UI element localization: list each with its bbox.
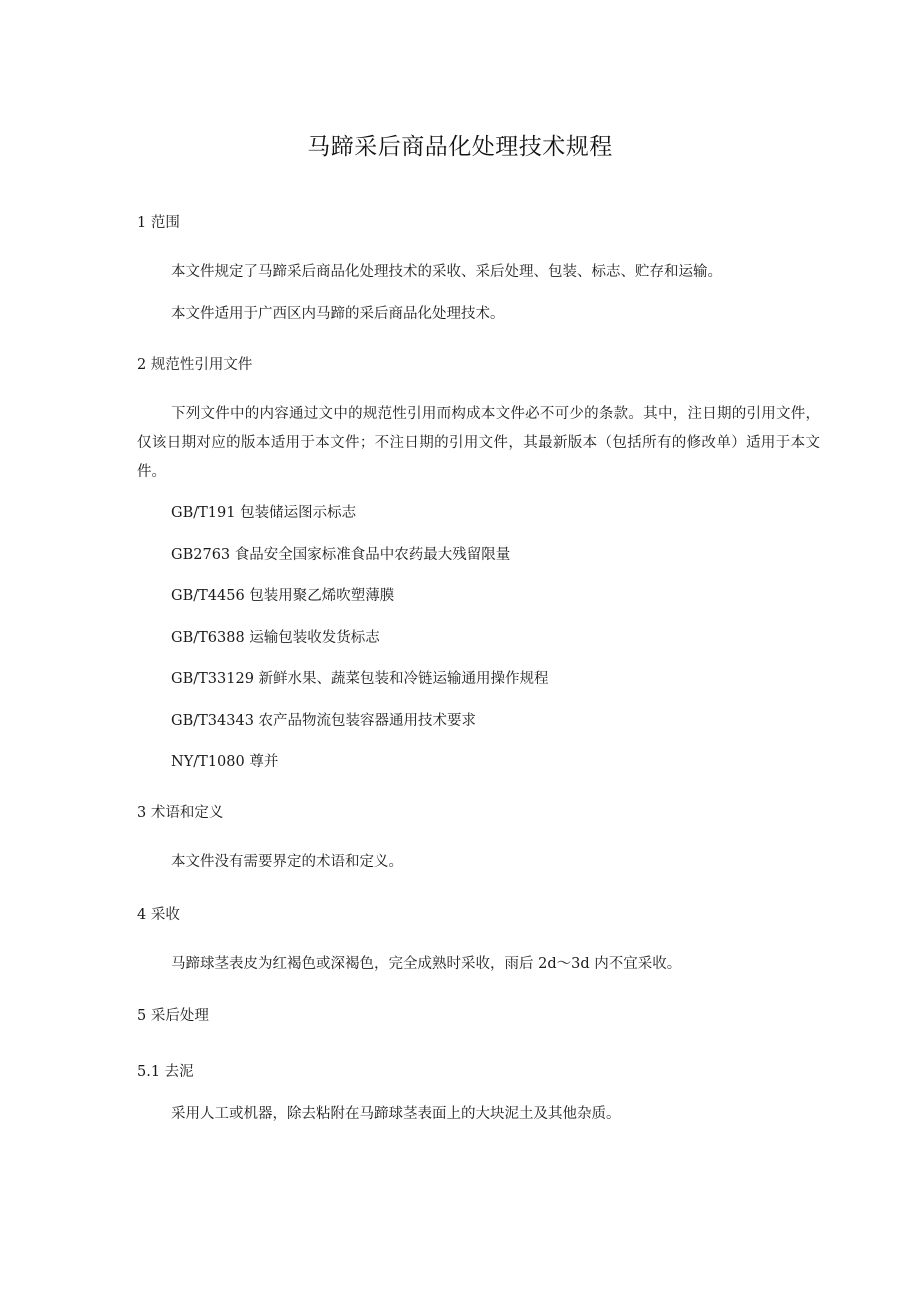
section-4-paragraph-1: 马蹄球茎表皮为红褐色或深褐色，完全成熟时采收，雨后 2d～3d 内不宜采收。 [171,956,682,972]
section-3-paragraph-1: 本文件没有需要界定的术语和定义。 [171,854,403,870]
reference-item: GB/T33129 新鲜水果、蔬菜包装和冷链运输通用操作规程 [171,671,549,687]
section-1-paragraph-1: 本文件规定了马蹄采后商品化处理技术的采收、采后处理、包装、标志、贮存和运输。 [171,264,722,280]
section-5-heading: 5 采后处理 [137,1008,209,1024]
section-3-heading: 3 术语和定义 [137,805,224,821]
section-1-heading: 1 范围 [137,215,180,231]
section-1-paragraph-2: 本文件适用于广西区内马蹄的采后商品化处理技术。 [171,306,505,322]
section-4-heading: 4 采收 [137,907,180,923]
reference-item: GB/T191 包装储运图示标志 [171,505,357,521]
section-2-paragraph-1: 下列文件中的内容通过文中的规范性引用而构成本文件必不可少的条款。其中，注日期的引用文件，仅该日期对应的版本适用于本文件；不注日期的引用文件，其最新版本（包括所有的修改单）适用于本文件。 [137,406,820,480]
document-title: 马蹄采后商品化处理技术规程 [307,134,613,160]
reference-item: GB/T4456 包装用聚乙烯吹塑薄膜 [171,588,395,604]
section-5-1-paragraph-1: 采用人工或机器，除去粘附在马蹄球茎表面上的大块泥土及其他杂质。 [171,1106,621,1122]
reference-item: GB2763 食品安全国家标准食品中农药最大残留限量 [171,547,511,563]
reference-item: NY/T1080 尊并 [171,754,279,770]
reference-item: GB/T6388 运输包装收发货标志 [171,630,380,646]
section-5-1-heading: 5.1 去泥 [137,1064,194,1080]
section-2-heading: 2 规范性引用文件 [137,357,253,373]
reference-item: GB/T34343 农产品物流包装容器通用技术要求 [171,713,477,729]
